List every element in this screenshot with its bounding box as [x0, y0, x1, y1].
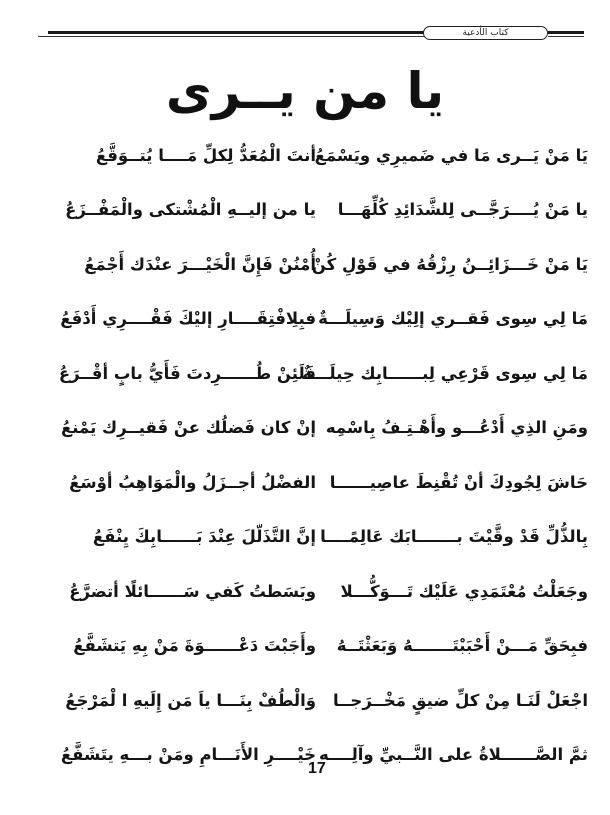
verse-second-hemistich: وَالْطُفْ بِنَـــا ياَ مَن إِلَيهِ ا لْمَرْجَعُ: [65, 690, 316, 710]
verse-first-hemistich: فبِحَقِّ مَـــنْ أَحْبَبْتَـــــــهُ وَبَعَثْتَــهُ: [336, 636, 588, 656]
verse-second-hemistich: أنتَ الْمُعَدُّ لِكلِّ مَــــا يُتــوَقَّعُ: [95, 145, 316, 165]
header-rule-left: [38, 26, 486, 38]
page-title: يا من يــرى: [165, 62, 445, 120]
verse: [28, 128, 588, 183]
verse: [28, 564, 588, 619]
verse: [28, 401, 588, 456]
verse-second-hemistich: فَلَئِنْ طُــــــرِدتَ فَأَيُّ بابٍ أقْــرَعُ: [58, 363, 316, 383]
header-rule-right-thin: [548, 36, 584, 37]
verse-first-hemistich: ومَنِ الذِي أَدْعُـــو وأَهْـتِـفُ بِاسْمِه: [325, 418, 588, 438]
verse-second-hemistich: إنْ كان فَضلُك عنْ فَقيــرِك يَمْنعُ: [61, 418, 316, 438]
verse-first-hemistich: بِالذُّلِّ قَدْ وقَّيْتَ بـــــــابَك عَالِمًــــا: [320, 527, 588, 547]
verse-first-hemistich: يا مَنْ يُــــرَجَّــى لِلشَّدَائِدِ كُلِّهَـــا: [337, 200, 588, 220]
verse-second-hemistich: فبِلِافْتِقَــــارِ إليْكَ فَقْــــرِي أَدْفَعُ: [60, 309, 316, 329]
verse-second-hemistich: إنَّ التَّذَلّلَ عِنْدَ بَــــــابِكَ يِنْفَعُ: [92, 527, 316, 547]
verse-first-hemistich: حَاشَ لِجُودِكَ أنْ تُقْنِطَ عاصِيــــــا: [329, 472, 588, 492]
page-number: 17: [308, 760, 326, 777]
verse: [28, 183, 588, 238]
verse-first-hemistich: اجْعَلْ لَنَـا مِنْ كلِّ ضيقٍ مَخْــرَجــا: [332, 690, 588, 710]
verse: [28, 619, 588, 674]
verse: [28, 673, 588, 728]
verse-second-hemistich: وأَجَبْتَ دَعْــــــوَةَ مَنْ بِهِ يَتشَفَّعُ: [73, 636, 316, 656]
verse-second-hemistich: أُمْنُنْ فَإِنَّ الْخَيْـــرَ عنْدَك أَجْمَعُ: [84, 254, 316, 274]
header-rule-right-thick: [548, 31, 584, 34]
verse-first-hemistich: يَا مَنْ يَــرى مَا في ضَميرِي ويَسْمَعُ: [314, 145, 588, 165]
verse-second-hemistich: خَيْــــرِ الأَنَـــامِ ومَنْ بـــهِ يتَشَفَّعُ: [60, 745, 316, 765]
poem: [28, 128, 588, 782]
verse-first-hemistich: مَا لِي سِوى قَرْعِي لِبــــــابِك حِيلَـــةٌ: [302, 363, 588, 383]
verse: [28, 346, 588, 401]
header-rule-thin: [38, 36, 486, 37]
verse-first-hemistich: مَا لِي سِوى فَقــري إلِيْك وَسِيلَـــةٌ: [318, 309, 588, 329]
verse-first-hemistich: وجَعَلْتُ مُعْتَمَدِي عَلَيْك تَـــوَكُّـــلا: [340, 581, 588, 601]
verse-second-hemistich: يا من إليــهِ الْمُشْتكى والْمَفْــزَعُ: [65, 200, 316, 220]
verse: [28, 237, 588, 292]
verse-second-hemistich: الفضْلُ أجــزَلُ والْمَوَاهِبُ أوْسَعُ: [69, 472, 316, 492]
verse: [28, 510, 588, 565]
verse: [28, 292, 588, 347]
book-title-badge: كتاب الأدعية: [423, 26, 548, 40]
verse-second-hemistich: وبَسَطتُ كَفي سَــــــائلًا أتضرَّعُ: [69, 581, 316, 601]
header-rule-thick: [48, 31, 486, 34]
verse: [28, 455, 588, 510]
verse-first-hemistich: ثمَّ الصَّــــــلاةُ على النَّــبيِّ وآلِــــه: [319, 745, 588, 765]
verse-first-hemistich: يَا مَنْ خَـــزَائِــنُ رِزْقُهُ في قَوْلِ كُنْ: [311, 254, 588, 274]
